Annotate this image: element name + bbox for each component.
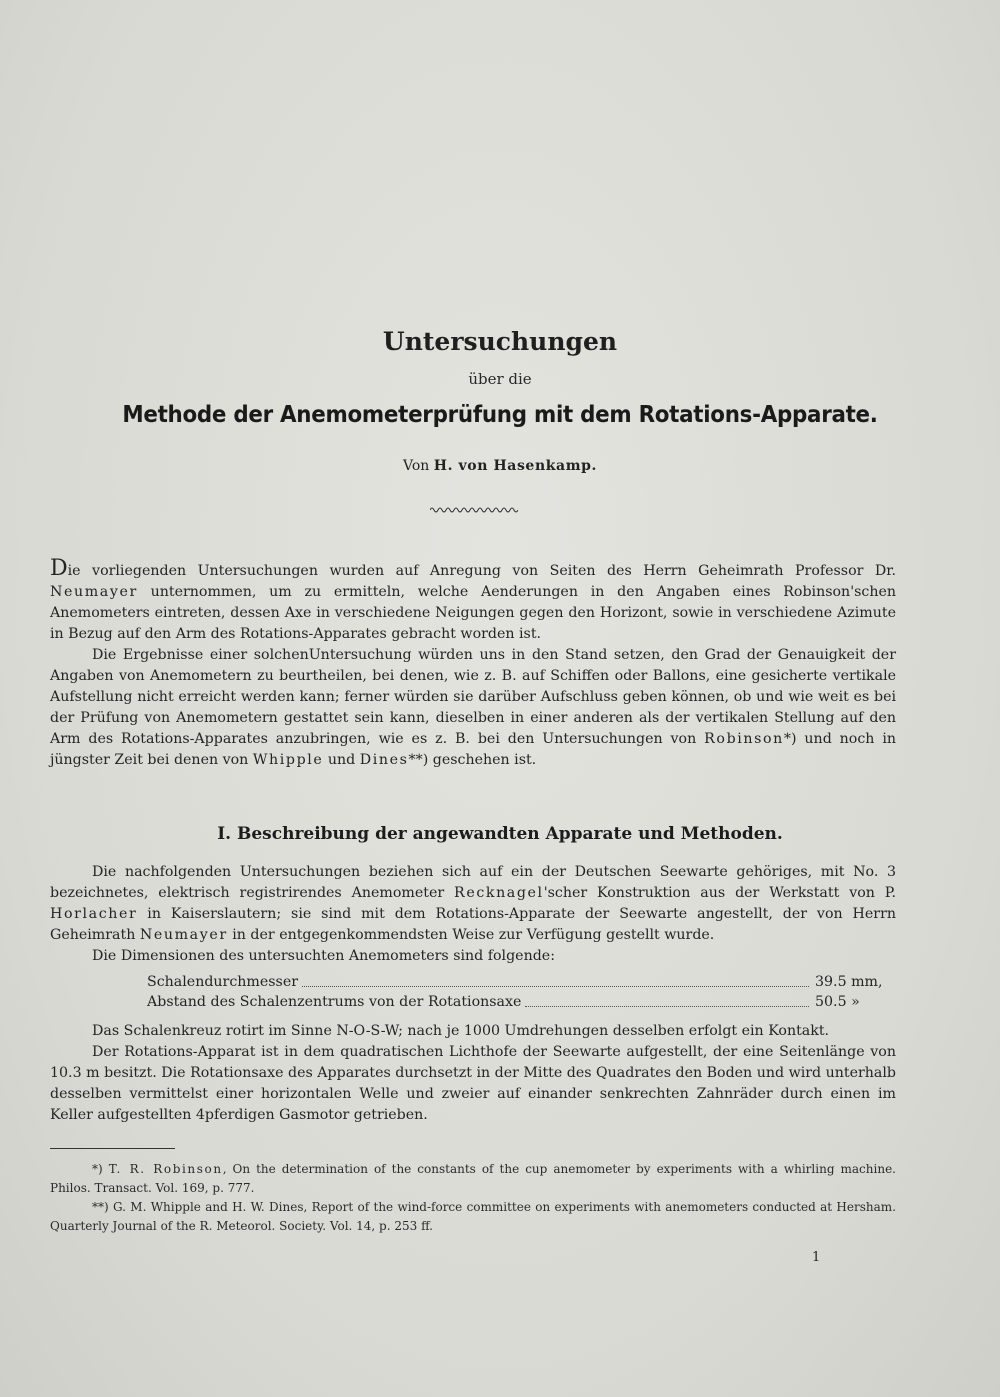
- section-paragraph-4: Der Rotations-Apparat ist in dem quadratischen Lichthofe der Seewarte aufgestellt, der eine Seitenlänge von 10.3 m besitzt. Die Rotationsaxe des Apparates durchsetzt in der Mitte des Quadrates den Boden und wird unterhalb desselben vermittelst einer horizontalen Welle und zweier auf einander senkrechten Zahnräder durch einen im Keller aufgestellten 4pferdigen Gasmotor getrieben.: [50, 1044, 896, 1123]
- page-number: 1: [812, 1250, 821, 1265]
- intro-section: [50, 556, 897, 771]
- footnotes: [50, 1160, 896, 1236]
- person-name: Dines: [359, 752, 409, 768]
- person-name: Robinson: [704, 731, 784, 747]
- section-body-continued: [50, 1021, 896, 1126]
- person-name: Whipple: [252, 752, 324, 768]
- section-paragraph-3: Das Schalenkreuz rotirt im Sinne N-O-S-W; nach je 1000 Umdrehungen desselben erfolgt ein Kontakt.: [92, 1023, 830, 1039]
- dot-leader: [302, 972, 809, 987]
- subtitle-connector: über die: [468, 370, 532, 388]
- footnote-2: **) G. M. Whipple and H. W. Dines, Report of the wind-force committee on experiments with anemometers conducted at Hersham. Quarterly Journal of the R. Meteorol. Society. Vol. 14, p. 253 ff.: [50, 1200, 896, 1233]
- section-paragraph-2: Die Dimensionen des untersuchten Anemometers sind folgende:: [92, 948, 555, 964]
- footnote-author: G. M. Whipple and H. W. Dines: [113, 1200, 304, 1214]
- dimension-label: Abstand des Schalenzentrums von der Rotationsaxe: [147, 994, 522, 1010]
- person-name: Recknagel: [454, 885, 544, 901]
- drop-cap: D: [50, 556, 68, 581]
- section-body: [50, 862, 896, 967]
- author-line: [0, 458, 1000, 474]
- footnote-1: *) T. R. Robinson, On the determination of the constants of the cup anemometer by experiments with a whirling machine. Philos. Transact. Vol. 169, p. 777.: [50, 1162, 896, 1195]
- dimension-value: 50.5 »: [815, 994, 860, 1010]
- person-name: Neumayer: [50, 584, 138, 600]
- footnote-author: T. R. Robinson: [108, 1162, 223, 1176]
- dimension-label: Schalendurchmesser: [147, 974, 299, 990]
- section-heading: I. Beschreibung der angewandten Apparate und Methoden.: [217, 824, 783, 844]
- person-name: Neumayer: [139, 927, 228, 943]
- person-name: Horlacher: [50, 906, 138, 922]
- author-name: H. von Hasenkamp.: [433, 458, 597, 474]
- dimension-value: 39.5 mm,: [815, 974, 883, 990]
- author-prefix: Von: [403, 458, 430, 474]
- footnote-mark: **): [92, 1200, 109, 1214]
- dimension-row: [147, 992, 897, 1012]
- intro-paragraph-1: Die vorliegenden Untersuchungen wurden auf Anregung von Seiten des Herrn Geheimrath Professor Dr. Neumayer unternommen, um zu ermitteln, welche Aenderungen in den Angaben eines Robinson'schen Anemometers eintreten, dessen Axe in verschiedene Neigungen gegen den Horizont, sowie in verschiedene Azimute in Bezug auf den Arm des Rotations-Apparates gebracht worden ist.: [50, 556, 896, 642]
- footnote-mark: *): [92, 1162, 103, 1176]
- section-paragraph-1: Die nachfolgenden Untersuchungen beziehen sich auf ein der Deutschen Seewarte gehöriges, mit No. 3 bezeichnetes, elektrisch registrirendes Anemometer Recknagel'scher Konstruktion aus der Werkstatt von P. Horlacher in Kaiserslautern; sie sind mit dem Rotations-Apparate der Seewarte angestellt, der von Herrn Geheimrath Neumayer in der entgegenkommendsten Weise zur Verfügung gestellt wurde.: [50, 864, 897, 943]
- intro-paragraph-2: Die Ergebnisse einer solchenUntersuchung würden uns in den Stand setzen, den Grad der Genauigkeit der Angaben von Anemometern zu beurtheilen, bei denen, wie z. B. auf Schiffen oder Ballons, eine gesicherte vertikale Aufstellung nicht erreicht werden kann; ferner würden sie darüber Aufschluss geben können, ob und wie weit es bei der Prüfung von Anemometern gestattet sein kann, dieselben in einer anderen als der vertikalen Stellung auf den Arm des Rotations-Apparates anzubringen, wie es z. B. bei den Untersuchungen von Robinson*) und noch in jüngster Zeit bei denen von Whipple und Dines**) geschehen ist.: [50, 647, 897, 768]
- dimensions-list: [147, 972, 897, 1012]
- dot-leader: [525, 992, 809, 1007]
- title: Untersuchungen: [382, 327, 618, 356]
- footnote-rule: [50, 1148, 175, 1149]
- decorative-wave-rule: [430, 505, 518, 515]
- dimension-row: [147, 972, 897, 992]
- main-title: Methode der Anemometerprüfung mit dem Rotations-Apparate.: [122, 402, 878, 428]
